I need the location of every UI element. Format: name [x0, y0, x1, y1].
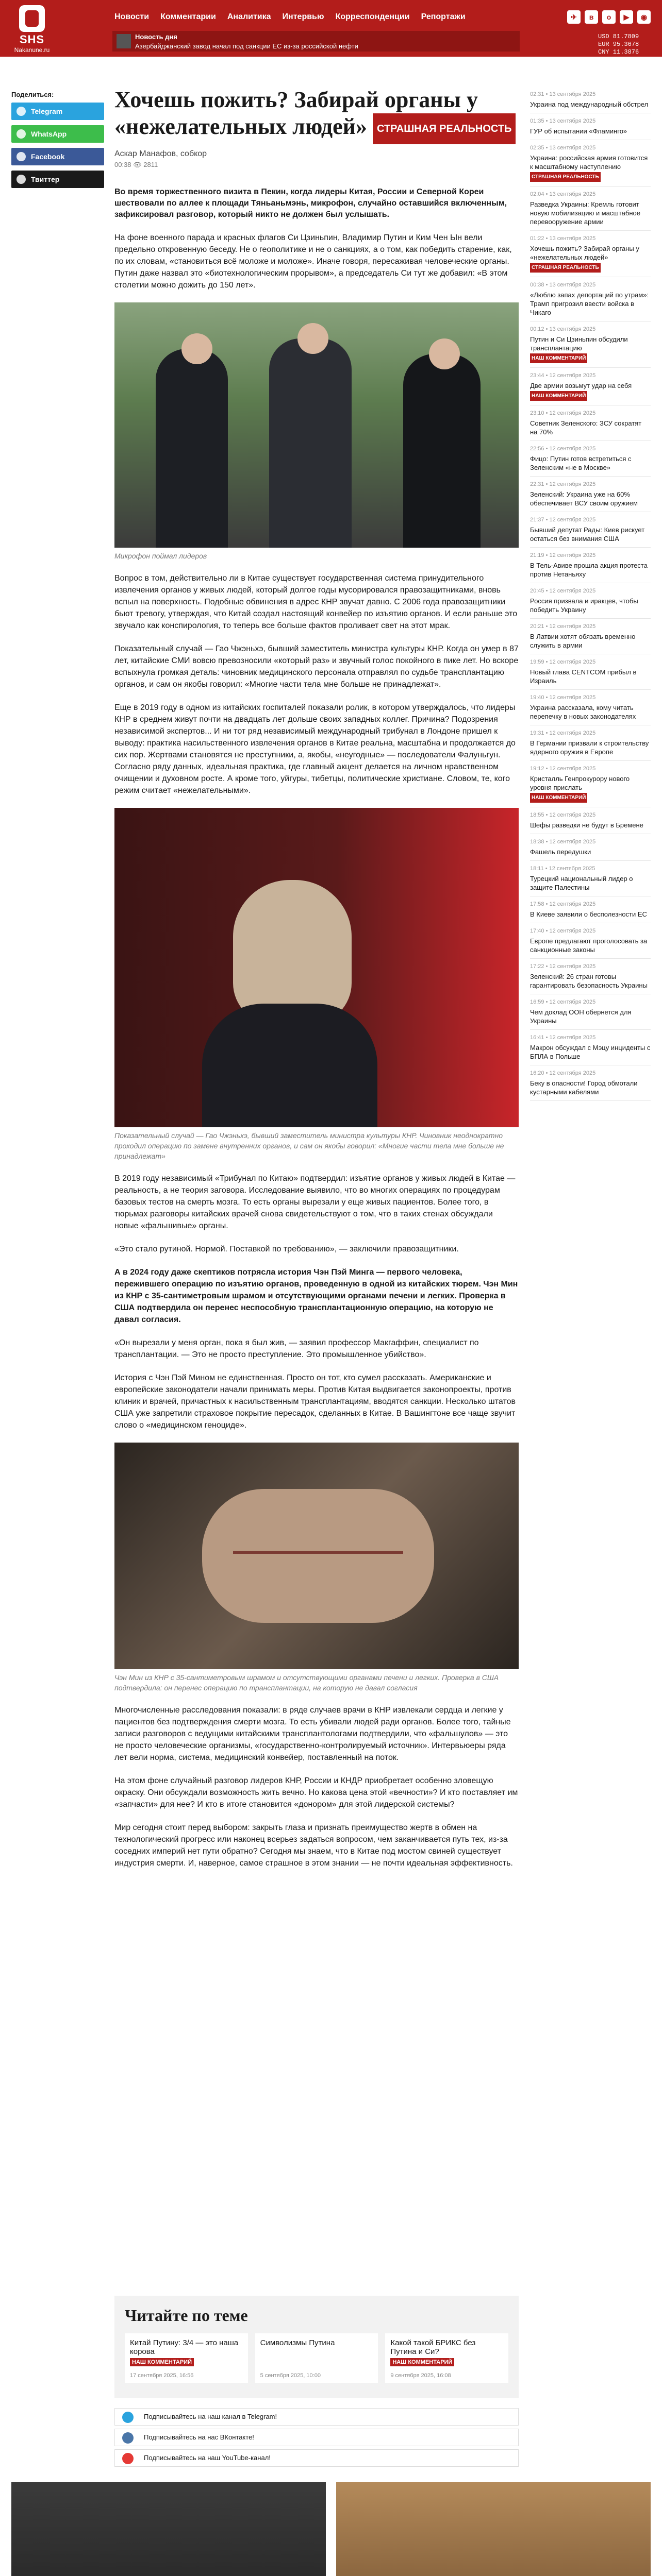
- share-telegram-button[interactable]: Telegram: [11, 103, 104, 120]
- related-heading: Читайте по теме: [125, 2306, 248, 2325]
- article-paragraph: Вопрос в том, действительно ли в Китае существует государственная система принудительного извлечения органов у живых людей, который долгое годы мусорировался правозащитниками, вновь вспыл на поверхность. Подобные обвинения в адрес КНР звучат давно. С 2006 года правозащитники бьют тревогу, утверждая, что Китай создал настоящий конвейер по изъятию органов. И если раньше это звучало как конспирология, то теперь все больше фактов проливает свет на этот мрак.: [114, 574, 518, 630]
- twitter-icon: [16, 175, 26, 184]
- sidebar-news-date: 23:10 • 12 сентября 2025: [530, 410, 596, 416]
- share-panel: [11, 91, 104, 193]
- news-feed-sidebar: [530, 87, 651, 1101]
- sidebar-news-date: 19:31 • 12 сентября 2025: [530, 730, 596, 736]
- grid-image[interactable]: [11, 2482, 326, 2576]
- related-card-tag: НАШ КОММЕНТАРИЙ: [390, 2358, 454, 2366]
- article-paragraph: На фоне военного парада и красных флагов Си Цзиньпин, Владимир Путин и Ким Чен Ын вели предельно откровенную беседу. Не о геополитике и не о санкциях, а о том, как победить старение, как, по их словам, «становиться всё моложе и моложе». Иначе говоря, пересаживая человеческие органы. Путин даже назвал это «биотехнологическим прорывом», а председатель Си тут же добавил: «В этом столетии можно дожить до 150 лет».: [114, 233, 512, 290]
- sidebar-news-date: 19:12 • 12 сентября 2025: [530, 766, 596, 772]
- sidebar-news-date: 19:40 • 12 сентября 2025: [530, 694, 596, 701]
- sidebar-news-item[interactable]: [530, 477, 651, 512]
- sidebar-news-tag: НАШ КОММЕНТАРИЙ: [530, 793, 587, 803]
- sidebar-news-title: ГУР об испытании «Фламинго»: [530, 127, 627, 135]
- article-paragraph: Мир сегодня стоит перед выбором: закрыть глаза и признать преимущество жертв в обмен на технологический прогресс или наконец всерьез задаться вопросом, чем заканчивается путь тех, из-за соседних империй нет пути обратно? Сегодня мы знаем, что в Китае под мостом свиней существует индустрия смерти. И, наверное, самое страшное в этом знании — не почти идеальная эффективность.: [114, 1823, 513, 1868]
- news-label: Новость дня: [135, 33, 177, 41]
- sidebar-news-item[interactable]: [530, 321, 651, 368]
- sidebar-news-title: Зеленский: Украина уже на 60% обеспечивает ВСУ своим оружием: [530, 490, 638, 507]
- sidebar-news-item[interactable]: [530, 807, 651, 834]
- related-card-title: Китай Путину: 3/4 — это наша корова: [130, 2338, 239, 2356]
- article-paragraph: А в 2024 году даже скептиков потрясла история Чэн Пэй Минга — первого человека, пережившего операцию по изъятию органов, проведенную в одной из китайских тюрем. Чэн Мин из КНР с 35-сантиметровым шрамом и отсутствующими органами печени и легких. Проверка в США подтвердила он перенес неспособную трансплантационную операцию, на которую не давал согласия.: [114, 1268, 518, 1324]
- sidebar-news-date: 21:37 • 12 сентября 2025: [530, 517, 596, 523]
- sidebar-news-date: 20:45 • 12 сентября 2025: [530, 588, 596, 594]
- sidebar-news-item[interactable]: [530, 861, 651, 896]
- sidebar-news-item[interactable]: [530, 619, 651, 654]
- grid-image[interactable]: [336, 2482, 651, 2576]
- vk-icon[interactable]: в: [585, 10, 598, 24]
- sidebar-news-item[interactable]: [530, 231, 651, 277]
- logo-site: Nakanune.ru: [14, 46, 50, 54]
- news-text: Азербайджанский завод начал под санкции ЕС из-за российской нефти: [135, 42, 358, 50]
- sidebar-news-item[interactable]: [530, 140, 651, 187]
- nav-item-analytics[interactable]: Аналитика: [227, 12, 271, 21]
- photo-caption: Микрофон поймал лидеров: [114, 552, 207, 560]
- facebook-icon: [16, 152, 26, 161]
- sidebar-news-tag: НАШ КОММЕНТАРИЙ: [530, 391, 587, 401]
- share-whatsapp-button[interactable]: WhatsApp: [11, 125, 104, 143]
- article-paragraph: На этом фоне случайный разговор лидеров КНР, России и КНДР приобретает особенно зловещую окраску. Они обсуждали возможность жить вечно. Но какова цена этой «вечности»? И кто поставляет им «запчасти» для нее? И кто в итоге становится «донором» для этой лидерской системы?: [114, 1776, 518, 1809]
- article: [114, 87, 519, 1869]
- sidebar-news-item[interactable]: [530, 368, 651, 405]
- sidebar-news-item[interactable]: [530, 87, 651, 113]
- related-card[interactable]: [385, 2333, 508, 2383]
- sidebar-news-date: 16:59 • 12 сентября 2025: [530, 999, 596, 1005]
- sidebar-news-item[interactable]: [530, 725, 651, 761]
- sidebar-news-date: 22:56 • 12 сентября 2025: [530, 446, 596, 452]
- sidebar-news-title: Разведка Украины: Кремль готовит новую мобилизацию и масштабное перевооружение армии: [530, 200, 640, 226]
- telegram-icon: [16, 107, 26, 116]
- article-badge[interactable]: СТРАШНАЯ РЕАЛЬНОСТЬ: [373, 113, 516, 144]
- rate-cny: CNY 11.3876: [598, 48, 639, 56]
- sidebar-news-date: 01:35 • 13 сентября 2025: [530, 118, 596, 124]
- sidebar-news-item[interactable]: [530, 923, 651, 959]
- sidebar-news-title: Новый глава CENTCOM прибыл в Израиль: [530, 668, 637, 685]
- sidebar-news-title: Макрон обсуждал с Мэцу инциденты с БПЛА в Польше: [530, 1044, 651, 1060]
- sidebar-news-item[interactable]: [530, 441, 651, 477]
- sidebar-news-item[interactable]: [530, 583, 651, 619]
- photo-caption: Показательный случай — Гао Чжэньхэ, бывший заместитель министра культуры КНР. Чиновник неоднократно проходил операцию по замене внутренних органов, и сам он якобы говорил: «Многие части тела мне больше не принадлежат»: [114, 1131, 504, 1160]
- sidebar-news-item[interactable]: [530, 405, 651, 441]
- photo-leaders: [114, 302, 519, 548]
- sidebar-news-date: 18:38 • 12 сентября 2025: [530, 839, 596, 845]
- news-of-day[interactable]: [112, 31, 520, 52]
- sidebar-news-title: Россия призвала и иракцев, чтобы победить Украину: [530, 597, 638, 614]
- vk-icon: [122, 2432, 134, 2444]
- related-block: [114, 2296, 519, 2398]
- share-facebook-button[interactable]: Facebook: [11, 148, 104, 165]
- sidebar-news-title: Фицо: Путин готов встретиться с Зеленским «не в Москве»: [530, 455, 632, 471]
- related-card-tag: НАШ КОММЕНТАРИЙ: [130, 2358, 194, 2366]
- news-thumb: [117, 34, 131, 48]
- sidebar-news-item[interactable]: [530, 896, 651, 923]
- related-card[interactable]: [125, 2333, 248, 2383]
- subscribe-vk[interactable]: Подписывайтесь на нас ВКонтакте!: [114, 2429, 519, 2446]
- article-paragraph: История с Чэн Пэй Мином не единственная. Просто он тот, кто сумел рассказать. Американские и европейские законодатели начали принимать меры. Против Китая выдвигается законопроекты, против клиник и врачей, причастных к насильственным трансплантациям, вводятся санкции. Несколько штатов США уже запретили страховое покрытие пересадок, сделанных в Китае. В Вашингтоне все чаще звучит слово о «медицинском геноциде».: [114, 1374, 516, 1430]
- photo-scar: [114, 1443, 519, 1669]
- article-paragraph: Еще в 2019 году в одном из китайских госпиталей показали ролик, в котором утверждалось, что лидеры КНР в среднем живут почти на двадцать лет дольше своих западных коллег. Причина? Подозрения независимой экспертов... И ни тот ряд независимый международный трибунал в Лондоне пришел к выводу: практика насильственного извлечения органов в Китае реальна, масштабна и продолжается до сих пор. Жертвами становятся не преступники, а, якобы, «неугодные» — последователи Фалуньгун. Согласно ряду данных, идеальная практика, где главный акцент делается на личном нравственном очищении и духовном росте. А кроме того, уйгуры, тибетцы, политические христиане. Словом, те, кого режим считает «нежелательными».: [114, 703, 516, 795]
- sidebar-news-item[interactable]: [530, 277, 651, 321]
- nav-item-comments[interactable]: Комментарии: [160, 12, 216, 21]
- sidebar-news-item[interactable]: [530, 761, 651, 807]
- sidebar-news-date: 17:40 • 12 сентября 2025: [530, 928, 596, 934]
- sidebar-news-date: 00:12 • 13 сентября 2025: [530, 326, 596, 332]
- sidebar-news-title: Турецкий национальный лидер о защите Палестины: [530, 875, 633, 891]
- sidebar-news-title: Украина под международный обстрел: [530, 100, 649, 108]
- sidebar-news-title: Хочешь пожить? Забирай органы у «нежелательных людей»: [530, 245, 639, 261]
- sidebar-news-item[interactable]: [530, 994, 651, 1030]
- rate-eur: EUR 95.3678: [598, 41, 639, 48]
- sidebar-news-tag: СТРАШНАЯ РЕАЛЬНОСТЬ: [530, 263, 601, 273]
- whatsapp-icon: [16, 129, 26, 139]
- sidebar-news-title: В Тель-Авиве прошла акция протеста против Нетаньяху: [530, 562, 648, 578]
- sidebar-news-date: 02:31 • 13 сентября 2025: [530, 91, 596, 97]
- sidebar-news-item[interactable]: [530, 959, 651, 994]
- sidebar-news-date: 17:58 • 12 сентября 2025: [530, 901, 596, 907]
- sidebar-news-item[interactable]: [530, 512, 651, 548]
- sidebar-news-item[interactable]: [530, 690, 651, 725]
- sidebar-news-date: 23:44 • 12 сентября 2025: [530, 372, 596, 379]
- share-title: Поделиться:: [11, 91, 54, 98]
- nav-item-news[interactable]: Новости: [114, 12, 150, 21]
- logo-brand: SHS: [19, 33, 45, 46]
- sidebar-news-title: Беку в опасности! Город обмотали кустарными кабелями: [530, 1079, 638, 1096]
- sidebar-news-title: Путин и Си Цзиньпин обсудили трансплантацию: [530, 335, 628, 352]
- fist-logo-icon: [19, 5, 45, 32]
- article-lead: Во время торжественного визита в Пекин, когда лидеры Китая, России и Северной Кореи шествовали по аллее к площади Тяньаньмэнь, микрофон, случайно оставшийся включенным, зафиксировал разговор, который никто не должен был услышать.: [114, 188, 507, 219]
- sidebar-news-date: 02:35 • 13 сентября 2025: [530, 145, 596, 151]
- related-card-date: 5 сентября 2025, 10:00: [260, 2372, 321, 2379]
- sidebar-news-title: В Киеве заявили о бесполезности ЕС: [530, 910, 647, 918]
- related-card-date: 9 сентября 2025, 16:08: [390, 2372, 451, 2379]
- site-header: [0, 0, 662, 57]
- sidebar-news-tag: СТРАШНАЯ РЕАЛЬНОСТЬ: [530, 172, 601, 182]
- sidebar-news-title: Украина: российская армия готовится к масштабному наступлению: [530, 154, 648, 171]
- sidebar-news-date: 21:19 • 12 сентября 2025: [530, 552, 596, 558]
- telegram-icon[interactable]: ✈: [567, 10, 581, 24]
- sidebar-news-title: Кристалль Генпрокурору нового уровня прислать: [530, 775, 630, 791]
- article-paragraph: «Он вырезали у меня орган, пока я был жив, — заявил профессор Макгаффин, специалист по трансплантации. — Это не просто преступление. Это промышленное убийство».: [114, 1338, 479, 1359]
- related-card[interactable]: [255, 2333, 378, 2383]
- rate-usd: USD 81.7809: [598, 33, 639, 40]
- sidebar-news-item[interactable]: [530, 654, 651, 690]
- sidebar-news-date: 18:11 • 12 сентября 2025: [530, 866, 595, 872]
- article-paragraph: «Это стало рутиной. Нормой. Поставкой по требованию», — заключили правозащитники.: [114, 1245, 459, 1253]
- sidebar-news-title: Фашель передушки: [530, 848, 591, 856]
- nav-item-interviews[interactable]: Интервью: [282, 12, 324, 21]
- sidebar-news-title: Шефы разведки не будут в Бремене: [530, 821, 643, 829]
- sidebar-news-item[interactable]: [530, 187, 651, 231]
- subscribe-telegram[interactable]: Подписывайтесь на наш канал в Telegram!: [114, 2408, 519, 2426]
- youtube-icon: [122, 2453, 134, 2464]
- article-author[interactable]: Аскар Манафов, собкор: [114, 149, 207, 158]
- sidebar-news-tag: НАШ КОММЕНТАРИЙ: [530, 353, 587, 363]
- rss-icon[interactable]: ◉: [637, 10, 651, 24]
- sidebar-news-title: В Латвии хотят обязать временно служить в армии: [530, 633, 636, 649]
- article-paragraph: Многочисленные расследования показали: в ряде случаев врачи в КНР извлекали сердца и легкие у пациентов без подтверждения смерти мозга. То есть убивали людей ради органов. Более того, тайные записи разговоров с ведущими китайскими трансплантологами подтвердили, что «фальшулов» — это не просто человеческие организмы, «государственно-контролируемый источник». Интервьюеры ряда лет вели норма, система, медицинский конвейер, поставленный на поток.: [114, 1706, 511, 1762]
- sidebar-news-item[interactable]: [530, 834, 651, 861]
- related-card-title: Какой такой БРИКС без Путина и Си?: [390, 2338, 476, 2356]
- sidebar-news-item[interactable]: [530, 113, 651, 140]
- article-meta: 00:38 👁 2811: [114, 161, 158, 168]
- main-nav: [114, 12, 466, 22]
- sidebar-news-date: 02:04 • 13 сентября 2025: [530, 191, 596, 197]
- nav-item-correspondence[interactable]: Корреспонденции: [335, 12, 410, 21]
- photo-official: [114, 808, 519, 1127]
- nav-item-reports[interactable]: Репортажи: [421, 12, 466, 21]
- share-twitter-button[interactable]: Твиттер: [11, 171, 104, 188]
- sidebar-news-title: Украина рассказала, кому читать перепечку в новых законодателях: [530, 704, 636, 720]
- sidebar-news-date: 01:22 • 13 сентября 2025: [530, 235, 596, 242]
- sidebar-news-date: 16:41 • 12 сентября 2025: [530, 1035, 596, 1041]
- site-logo[interactable]: [11, 5, 53, 52]
- sidebar-news-title: Бывший депутат Рады: Киев рискует остаться без внимания США: [530, 526, 645, 543]
- sidebar-news-item[interactable]: [530, 1065, 651, 1101]
- sidebar-news-title: «Люблю запах депортаций по утрам»: Трамп пригрозил ввести войска в Чикаго: [530, 291, 649, 316]
- telegram-icon: [122, 2412, 134, 2423]
- youtube-icon[interactable]: ▶: [620, 10, 633, 24]
- related-card-title: Символизмы Путина: [260, 2338, 335, 2347]
- article-paragraph: В 2019 году независимый «Трибунал по Китаю» подтвердил: изъятие органов у живых людей в Китае — реальность, а не теория заговора. Исследование выявило, что во многих операциях по процедурам базовых тестов на смерть мозга. То есть органы вырезали у еще живых пациентов. Более того, в тюрьмах разговоры китайских врачей снова свидетельствуют о том, что в таких стенах обсуждали новые «фальшивые» органы.: [114, 1174, 516, 1230]
- ok-icon[interactable]: о: [602, 10, 616, 24]
- sidebar-news-item[interactable]: [530, 548, 651, 583]
- sidebar-news-title: Чем доклад ООН обернется для Украины: [530, 1008, 632, 1025]
- sidebar-news-title: Зеленский: 26 стран готовы гарантировать безопасность Украины: [530, 973, 648, 989]
- article-paragraph: Показательный случай — Гао Чжэньхэ, бывший заместитель министра культуры КНР. Когда он умер в 87 лет, китайские СМИ вовсю превозносили «который раз» и звучный голос покойного в пике лет. Но вскоре вспыхнула громкая деталь: чиновник медицинского персонала отправлял по судьбе трансплантацию органов, и сам он якобы говорил: «Многие части тела мне больше не принадлежат».: [114, 645, 519, 689]
- related-card-date: 17 сентября 2025, 16:56: [130, 2372, 194, 2379]
- sidebar-news-item[interactable]: [530, 1030, 651, 1065]
- social-links: [567, 10, 651, 24]
- sidebar-news-title: Европе предлагают проголосовать за санкционные законы: [530, 937, 648, 954]
- sidebar-news-title: В Германии призвали к строительству ядерного оружия в Европе: [530, 739, 649, 756]
- sidebar-news-date: 00:38 • 13 сентября 2025: [530, 282, 596, 288]
- subscribe-youtube[interactable]: Подписывайтесь на наш YouTube-канал!: [114, 2449, 519, 2467]
- photo-caption: Чэн Мин из КНР с 35-сантиметровым шрамом и отсутствующими органами печени и легких. Проверка в США подтвердила: он перенес операцию по трансплантации, на которую не давал согласия: [114, 1673, 499, 1692]
- currency-rates: [598, 33, 639, 56]
- sidebar-news-title: Две армии возьмут удар на себя: [530, 382, 632, 389]
- sidebar-news-date: 22:31 • 12 сентября 2025: [530, 481, 596, 487]
- sidebar-news-date: 19:59 • 12 сентября 2025: [530, 659, 596, 665]
- article-title: Хочешь пожить? Забирай органы у «нежелательных людей» СТРАШНАЯ РЕАЛЬНОСТЬ: [114, 87, 519, 144]
- sidebar-news-title: Советник Зеленского: ЗСУ сократят на 70%: [530, 419, 642, 436]
- sidebar-news-date: 18:55 • 12 сентября 2025: [530, 812, 596, 818]
- sidebar-news-date: 16:20 • 12 сентября 2025: [530, 1070, 596, 1076]
- sidebar-news-date: 20:21 • 12 сентября 2025: [530, 623, 596, 630]
- sidebar-news-date: 17:22 • 12 сентября 2025: [530, 963, 596, 970]
